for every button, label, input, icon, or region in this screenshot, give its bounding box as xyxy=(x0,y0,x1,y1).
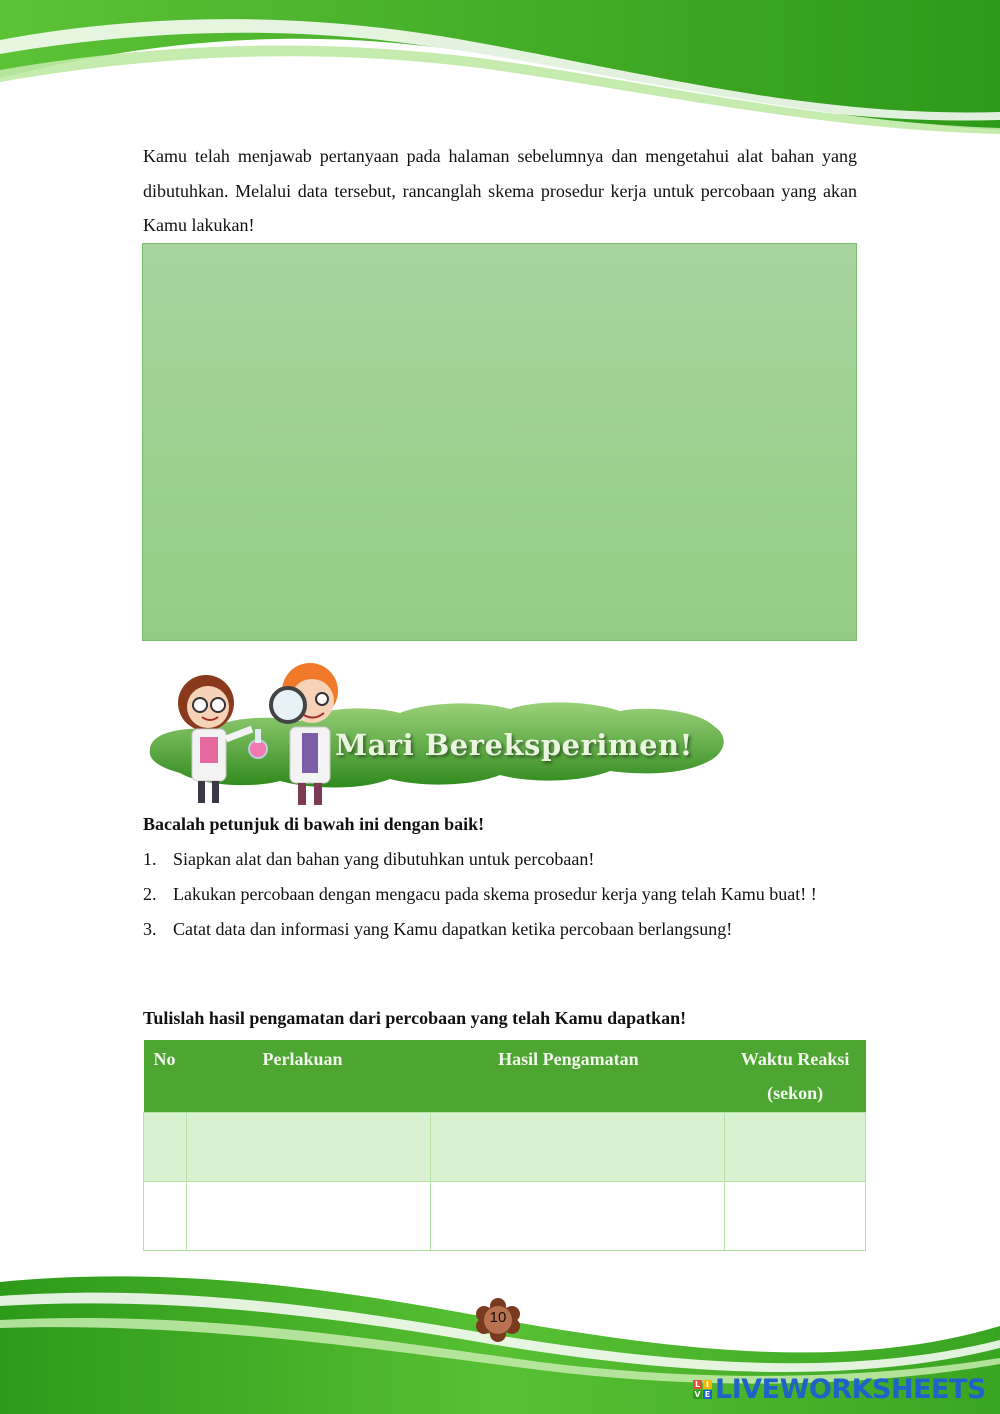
cell-hasil-pengamatan[interactable] xyxy=(430,1182,725,1251)
header-no: No xyxy=(144,1040,187,1113)
page-number: 10 xyxy=(489,1309,507,1326)
page-number-badge xyxy=(470,1298,526,1342)
instructions-heading: Bacalah petunjuk di bawah ini dengan baik! xyxy=(143,814,485,834)
intro-paragraph: Kamu telah menjawab pertanyaan pada halaman sebelumnya dan mengetahui alat bahan yang dibutuhkan. Melalui data tersebut, rancanglah skema prosedur kerja untuk percobaan yang akan Kamu lakukan! xyxy=(143,146,857,235)
banner-title: Mari Bereksperimen! xyxy=(335,728,693,762)
step-item xyxy=(143,912,858,947)
observation-table xyxy=(143,1040,866,1251)
cell-no[interactable] xyxy=(144,1182,187,1251)
top-wave-decoration xyxy=(0,0,1000,140)
cell-perlakuan[interactable] xyxy=(186,1113,430,1182)
brand-name: LIVEWORKSHEETS xyxy=(715,1373,986,1405)
header-hasil-pengamatan: Hasil Pengamatan xyxy=(430,1040,725,1113)
cell-no[interactable] xyxy=(144,1113,187,1182)
procedure-answer-box[interactable] xyxy=(142,243,857,641)
table-heading: Tulislah hasil pengamatan dari percobaan yang telah Kamu dapatkan! xyxy=(143,1008,687,1028)
table-header-row xyxy=(144,1040,866,1113)
table-row xyxy=(144,1113,866,1182)
cell-perlakuan[interactable] xyxy=(186,1182,430,1251)
liveworksheets-logo xyxy=(693,1372,986,1406)
step-text: Catat data dan informasi yang Kamu dapatkan ketika percobaan berlangsung! xyxy=(173,919,733,939)
table-row xyxy=(144,1182,866,1251)
instruction-steps xyxy=(143,842,858,947)
live-badge-icon: L I V E xyxy=(694,1379,711,1399)
step-item xyxy=(143,877,858,912)
step-number: 2. xyxy=(143,884,157,904)
step-number: 1. xyxy=(143,849,157,869)
cell-waktu-reaksi[interactable] xyxy=(725,1182,866,1251)
step-number: 3. xyxy=(143,919,157,939)
step-text: Lakukan percobaan dengan mengacu pada skema prosedur kerja yang telah Kamu buat! ! xyxy=(173,884,817,904)
header-waktu-reaksi: Waktu Reaksi (sekon) xyxy=(725,1040,866,1113)
step-text: Siapkan alat dan bahan yang dibutuhkan untuk percobaan! xyxy=(173,849,595,869)
header-perlakuan: Perlakuan xyxy=(186,1040,430,1113)
step-item xyxy=(143,842,858,877)
cell-hasil-pengamatan[interactable] xyxy=(430,1113,725,1182)
cell-waktu-reaksi[interactable] xyxy=(725,1113,866,1182)
